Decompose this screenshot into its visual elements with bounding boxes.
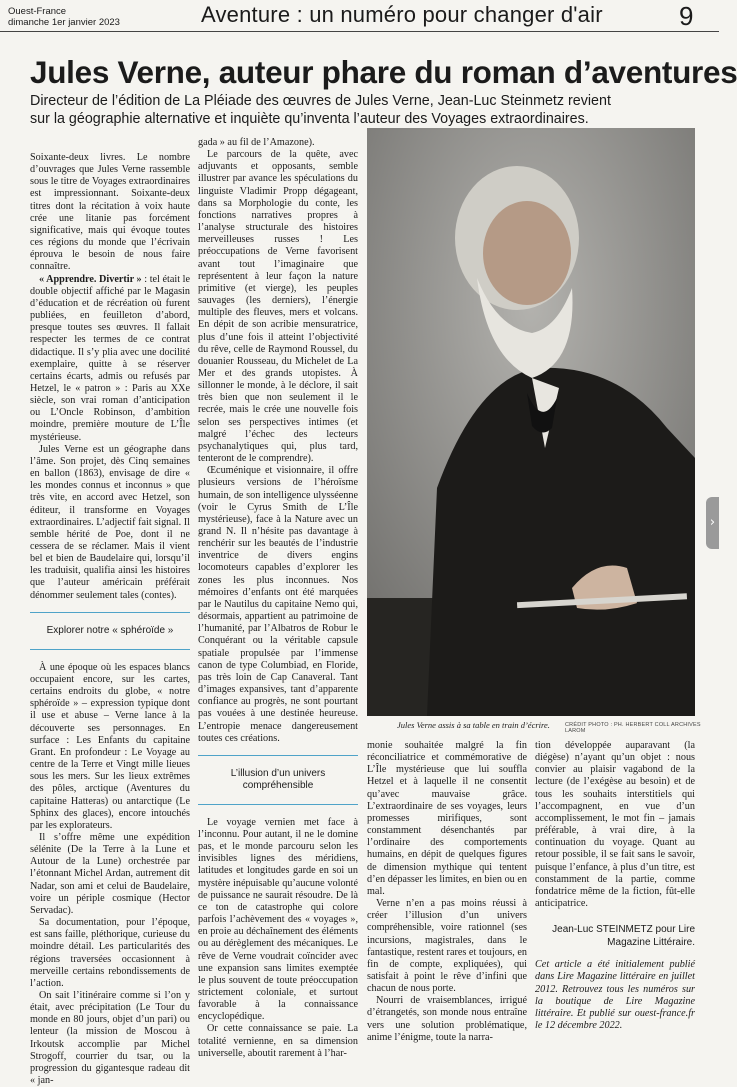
section-heading: L’illusion d’un univers compréhensible <box>198 755 358 805</box>
newspaper-name: Ouest-France <box>8 6 67 17</box>
issue-date: dimanche 1er janvier 2023 <box>8 17 120 28</box>
paragraph: Or cette connaissance se paie. La totalité vernienne, en sa dimension universelle, aboutit rarement à l’har- <box>198 1023 358 1059</box>
paragraph: Sa documentation, pour l’époque, est sans faille, pléthorique, curieuse du moindre détail. Les particularités des régions traversées occasionnent à merveille certains rebondissements de l’action. <box>30 917 190 989</box>
header-rule <box>0 31 719 32</box>
column-2 <box>198 137 358 1059</box>
photo-caption: Jules Verne assis à sa table en train d’écrire. <box>397 720 550 730</box>
standfirst: Directeur de l’édition de La Pléiade des œuvres de Jules Verne, Jean-Luc Steinmetz revient sur la géographie alternative et inquiète qu’inventa l’auteur des Voyages extraordinaires. <box>30 93 611 127</box>
paragraph-lead: « Apprendre. Divertir » <box>39 273 145 285</box>
paragraph: Le voyage vernien met face à l’inconnu. Pour autant, il ne le domine pas, et le monde parcouru selon les invisibles lignes des méridiens, latitudes et longitudes garde en soi un mystère inépuisable qu’aucune volonté de puissance ne saurait résoudre. De là ce ton de catastrophe qui colore parfois l’achèvement des « voyages », en proie au déchaînement des éléments ou au dérèglement des mécaniques. Le rêve de Verne voudrait coïncider avec une expansion sans limites exemptée le plus souvent de toute préoccupation strictement coloniale, et surtout favorable à la connaissance encyclopédique. <box>198 816 358 1023</box>
portrait-photo <box>367 128 695 716</box>
chevron-right-icon: › <box>709 515 716 530</box>
author-signature: Jean-Luc STEINMETZ pour Lire Magazine Littéraire. <box>552 924 695 948</box>
paragraph-body: : tel était le double objectif affiché par le Magasin d’éducation et de récréation où furent publiées, en feuilleton d’abord, presque toutes ses œuvres. Il fallait respecter les termes de ce contrat didactique. Il s’y plia avec une docilité exemplaire, quitte à se réserver certains écarts, admis ou refusés par Hetzel, le « patron » : Paris au XXe siècle, son vrai roman d’anticipation ou L’Oncle Robinson, d’ambition moindre, première mouture de L’Île mystérieuse. <box>30 273 191 443</box>
paragraph: monie souhaitée malgré la fin réconciliatrice et commémorative de L’Île mystérieuse que lui souffla Hetzel et à laquelle il ne consentit qu’avec mauvaise grâce. L’extraordinaire de ses voyages, leurs promesses mirifiques, sont constamment désenchantés par l’ordinaire des comportements humains, en dépit de quelques figures de dimension mythique qui tentent d’en dépasser les limites, en bien ou en mal. <box>367 740 527 897</box>
paragraph: Verne n’en a pas moins réussi à créer l’illusion d’un univers compréhensible, voire rationnel (ses incursions, magistrales, dans le fantastique, restent rares et toujours, en fin de compte, expliquées), qui satisfait à point le rêve d’infini que chacun de nous porte. <box>367 898 527 995</box>
next-page-button[interactable] <box>706 497 719 549</box>
paragraph: Œcuménique et visionnaire, il offre plusieurs versions de l’héroïsme humain, de son intelligence ulysséenne (voir le Cyrus Smith de L’Île mystérieuse), face à la Nature avec un grand N. Il n’hésite pas davantage à renchérir sur les beautés de l’industrie inventrice de divers engins locomoteurs capables d’explorer les zones les plus inconnues. Nos mémoires d’enfants ont été marquées par le Nautilus du capitaine Nemo qui, désormais, appartient au patrimoine de l’humanité, par l’Albatros de Robur le Conquérant ou la véritable capsule spatiale propulsée par l’immense canon de type Columbiad, en Floride, pas très loin de Cap Canaveral. Tant d’images expansives, tant d’apparente confiance au progrès, ne sont pourtant pas vouées à une destinée heureuse. L’entropie menace dangereusement toutes ces créations. <box>198 465 358 744</box>
paragraph: Le parcours de la quête, avec adjuvants et opposants, semble illustrer par avance les spéculations du linguiste Vladimir Propp dégageant, dans sa Morphologie du conte, les fonctions narratives propres à l’analyse structurale des histoires merveilleuses russes ! Les préoccupations de Verne favorisent avant tout l’imaginaire que représentent à leur façon la nature primitive (et vierge), les peuples sauvages (les derniers), l’énergie multiple des fleuves, mers et volcans. En dépit de son acribie mensuratrice, plus d’une fois il atteint l’objectivité du rêve, celle de Raymond Roussel, du douanier Rousseau, du Michelet de La Mer et des grands utopistes. À sillonner le monde, à le déclore, il sait très bien que non seulement il le recrée, mais le crée une nouvelle fois selon ses perspectives intimes (et malgré l’échec des lecteurs psychanalytiques qui, plus tard, tenteront de le comprendre). <box>198 149 358 465</box>
paragraph: Nourri de vraisemblances, irrigué d’étrangetés, son monde nous entraîne vers une solution problématique, anime l’énigme, toute la narra- <box>367 995 527 1043</box>
paragraph: Soixante-deux livres. Le nombre d’ouvrages que Jules Verne rassemble sous le titre de Voyages extraordinaires est impressionnant. Soixante-deux titres dont la récitation à voix haute crée une litanie pas forcément significative, mais qui évoque toutes ces régions du monde que l’écrivain éprouva le besoin de nous faire connaître. <box>30 152 190 273</box>
publication-note: Cet article a été initialement publié dans Lire Magazine littéraire en juillet 2012. Retrouvez tous les numéros sur la boutique de Lire Magazine littéraire. Et publié sur ouest-france.fr le 12 décembre 2022. <box>535 959 695 1031</box>
paragraph: gada » au fil de l’Amazone). <box>198 137 315 148</box>
section-heading: Explorer notre « sphéroïde » <box>30 612 190 650</box>
page-number: 9 <box>679 1 694 31</box>
photo-credit: CRÉDIT PHOTO : PH. HERBERT COLL ARCHIVES LAROM <box>565 722 701 734</box>
paragraph: Il s’offre même une expédition sélénite (De la Terre à la Lune et Autour de la Lune) orchestrée par l’étonnant Michel Ardan, autrement dit Nadar, son ami et celui de Baudelaire, voire un périple cosmique (Hector Servadac). <box>30 831 190 916</box>
paragraph: Jules Verne est un géographe dans l’âme. Son projet, dès Cinq semaines en ballon (1863), envisage de dire « les mondes connus et inconnus » que très vite, en accord avec Hetzel, son éditeur, il transforme en Voyages extraordinaires. L’adjectif fait signal. Il semble hérité de Poe, dont il ne cessera de se réclamer. Mais il vient bel et bien de Baudelaire qui, lorsqu’il les traduisit, qualifia ainsi les histoires que l’auteur américain préférait dénommer seulement tales (contes). <box>30 443 190 601</box>
headline: Jules Verne, auteur phare du roman d’aventures <box>30 54 737 90</box>
column-4 <box>535 740 695 1031</box>
section-title: Aventure : un numéro pour changer d'air <box>201 2 603 27</box>
paragraph: On sait l’itinéraire comme si l’on y était, avec précipitation (Le Tour du monde en 80 jours, objet d’un pari) ou lenteur (la mission de Moscou à Irkoutsk accomplie par Michel Strogoff, courrier du tsar, ou la progression du gigantesque radeau dit « jan- <box>30 990 190 1087</box>
column-3 <box>367 740 527 1043</box>
paragraph: À une époque où les espaces blancs occupaient encore, sur les cartes, certains endroits du globe, « notre sphéroïde » – expression typique dont il use et abuse – Verne lance à la découverte ses personnages. En surface : Les Enfants du capitaine Grant. En profondeur : Le Voyage au centre de la Terre et Vingt mille lieues sous les mers. Sur les lieux extrêmes des pôles, arctique (Aventures du capitaine Hatteras) ou antarctique (Le Sphinx des glaces), encore intouchés par les explorateurs. <box>30 661 190 831</box>
paragraph <box>30 274 190 444</box>
column-1 <box>30 152 191 1087</box>
header-left <box>8 6 120 28</box>
paragraph: tion développée auparavant (la diégèse) n’ayant qu’un objet : nous convier au plaisir vagabond de la lecture (de l’exégèse au besoin) et de tous les souhaits interstitiels qui l’accompagnent, en vue d’un accomplissement, le mot fin – jamais préférable, à vrai dire, à la continuation du voyage. Quant au retour possible, il se fait sans le savoir, puisque l’enfance, à plus d’un titre, est constamment de la partie, comme fondatrice même de la fiction, fût-elle anticipatrice. <box>535 740 695 910</box>
portrait-image <box>367 128 695 716</box>
